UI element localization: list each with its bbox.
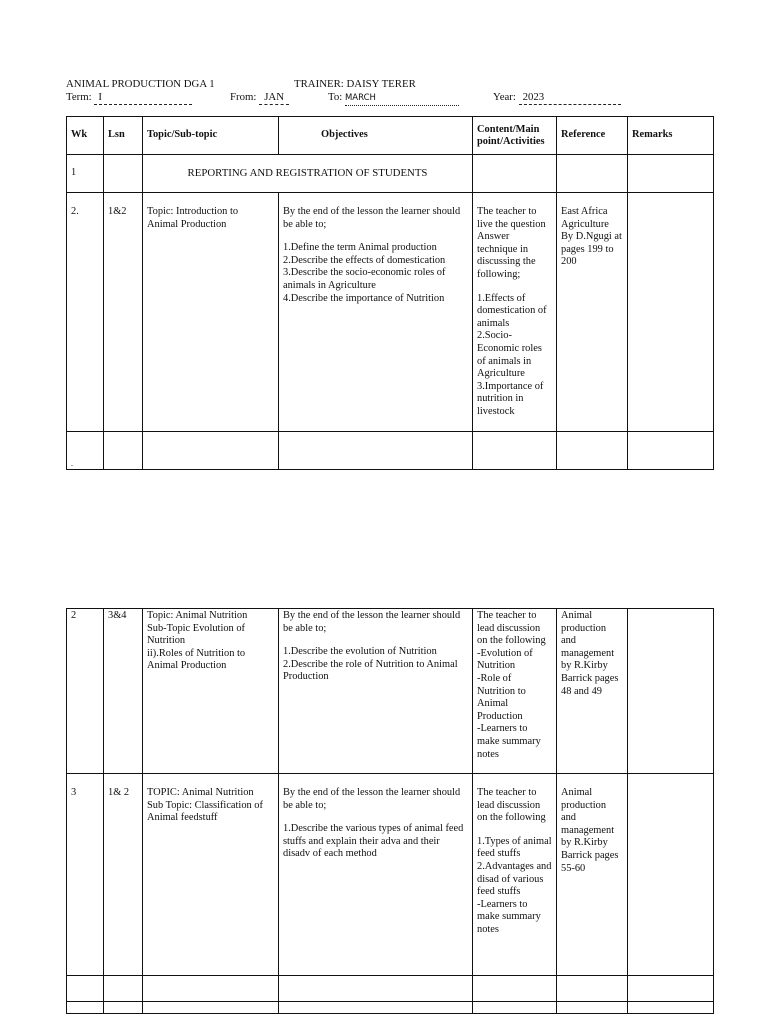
- content-intro: The teacher to live the question Answer technique in discussing the following;: [477, 206, 546, 280]
- objective-item: 1.Describe the evolution of Nutrition: [283, 646, 437, 658]
- term-label: Term:: [66, 91, 92, 103]
- table-row: [67, 609, 714, 774]
- objective-item: 1.Describe the various types of animal feed stuffs and explain their adva and their disadv of each method: [283, 823, 464, 860]
- cell-content: [473, 432, 557, 470]
- objective-item: 3.Describe the socio-economic roles of animals in Agriculture: [283, 267, 446, 291]
- cell-reference: Animal production and management by R.Kirby Barrick pages 55-60: [557, 774, 628, 976]
- scheme-table-2: [66, 608, 714, 1014]
- cell-objectives: [279, 774, 473, 976]
- content-item: 1.Types of animal feed stuffs: [477, 835, 552, 860]
- cell-reference: East Africa Agriculture By D.Ngugi at pages 199 to 200: [557, 193, 628, 432]
- cell-wk: 2.: [67, 193, 104, 432]
- cell-topic: [143, 976, 279, 1002]
- objective-item: 2.Describe the role of Nutrition to Animal Production: [283, 658, 458, 683]
- objectives-intro: By the end of the lesson the learner should be able to;: [283, 787, 461, 811]
- cell-wk: [67, 976, 104, 1002]
- cell-lsn: 1& 2: [104, 774, 143, 976]
- topic-line: Animal Production: [147, 218, 227, 230]
- cell-wk: [67, 1002, 104, 1014]
- cell-remarks: [628, 609, 714, 774]
- content-item: -Role of Nutrition to Animal Production: [477, 672, 526, 722]
- topic-line: ii).Roles of Nutrition to Animal Production: [147, 647, 246, 672]
- cell-reference: Animal production and management by R.Kirby Barrick pages 48 and 49: [557, 609, 628, 774]
- cell-remarks: [628, 155, 714, 193]
- cell-lsn: [104, 432, 143, 470]
- table-row: [67, 193, 714, 432]
- cell-reference: [557, 976, 628, 1002]
- year-value: 2023: [519, 91, 621, 105]
- from-label: From:: [230, 91, 257, 103]
- cell-remarks: [628, 1002, 714, 1014]
- table-row: [67, 432, 714, 470]
- year-label: Year:: [493, 91, 516, 103]
- cell-wk: .: [67, 432, 104, 470]
- objectives-intro: By the end of the lesson the learner should be able to;: [283, 206, 461, 230]
- table-row: [67, 155, 714, 193]
- term-value: I: [94, 91, 192, 105]
- topic-line: Sub-Topic Evolution of Nutrition: [147, 622, 245, 647]
- col-header-wk: Wk: [67, 117, 104, 155]
- cell-reference: [557, 432, 628, 470]
- topic-line: Sub Topic: Classification of Animal feedstuff: [147, 799, 263, 824]
- cell-remarks: [628, 193, 714, 432]
- table-row: [67, 1002, 714, 1014]
- col-header-remarks: Remarks: [628, 117, 714, 155]
- cell-wk: 1: [67, 155, 104, 193]
- cell-remarks: [628, 432, 714, 470]
- cell-reference: [557, 1002, 628, 1014]
- objectives-intro: By the end of the lesson the learner should be able to;: [283, 610, 461, 634]
- cell-remarks: [628, 774, 714, 976]
- content-item: -Evolution of Nutrition: [477, 647, 533, 672]
- content-item: -Learners to make summary notes: [477, 898, 541, 935]
- content-item: 3.Importance of nutrition in livestock: [477, 380, 544, 417]
- cell-topic: [143, 609, 279, 774]
- col-header-objectives: [279, 117, 473, 155]
- topic-line: Topic: Introduction to: [147, 206, 239, 217]
- table-header-row: [67, 117, 714, 155]
- cell-remarks: [628, 976, 714, 1002]
- col-header-content: Content/Main point/Activities: [473, 117, 557, 155]
- trainer-name: TRAINER: DAISY TERER: [294, 78, 416, 90]
- to-value: MARCH: [345, 92, 459, 106]
- year-field: [493, 91, 621, 105]
- cell-topic: [143, 1002, 279, 1014]
- cell-lsn: [104, 1002, 143, 1014]
- term-field: [66, 91, 192, 105]
- col-header-reference: Reference: [557, 117, 628, 155]
- table-row: [67, 774, 714, 976]
- cell-objectives: [279, 1002, 473, 1014]
- to-field: [328, 91, 459, 106]
- cell-objectives: [279, 609, 473, 774]
- cell-lsn: 1&2: [104, 193, 143, 432]
- cell-objectives: [279, 432, 473, 470]
- content-item: -Learners to make summary notes: [477, 723, 541, 760]
- cell-lsn: [104, 155, 143, 193]
- content-item: 1.Effects of domestication of animals: [477, 292, 547, 329]
- cell-reporting: REPORTING AND REGISTRATION OF STUDENTS: [143, 155, 473, 193]
- cell-content: [473, 609, 557, 774]
- cell-objectives: [279, 976, 473, 1002]
- cell-content: [473, 155, 557, 193]
- content-item: 2.Socio-Economic roles of animals in Agriculture: [477, 330, 542, 380]
- cell-content: [473, 193, 557, 432]
- to-label: To:: [328, 91, 343, 103]
- cell-reference: [557, 155, 628, 193]
- course-title: ANIMAL PRODUCTION DGA 1: [66, 78, 215, 90]
- cell-content: [473, 774, 557, 976]
- cell-lsn: [104, 976, 143, 1002]
- cell-content: [473, 1002, 557, 1014]
- content-item: The teacher to lead discussion on the following: [477, 610, 546, 647]
- from-field: [230, 91, 289, 105]
- col-header-lsn: Lsn: [104, 117, 143, 155]
- topic-line: TOPIC: Animal Nutrition: [147, 787, 254, 798]
- col-header-topic: Topic/Sub-topic: [143, 117, 279, 155]
- table-row: [67, 976, 714, 1002]
- content-intro: The teacher to lead discussion on the following: [477, 787, 546, 824]
- objective-item: 4.Describe the importance of Nutrition: [283, 292, 445, 304]
- topic-line: Topic: Animal Nutrition: [147, 610, 248, 621]
- cell-content: [473, 976, 557, 1002]
- objective-item: 1.Define the term Animal production: [283, 242, 437, 254]
- cell-wk: 2: [67, 609, 104, 774]
- content-item: 2.Advantages and disad of various feed stuffs: [477, 860, 552, 898]
- col-header-objectives-label: Objectives: [321, 129, 368, 141]
- cell-topic: [143, 432, 279, 470]
- from-value: JAN: [259, 91, 289, 105]
- objective-item: 2.Describe the effects of domestication: [283, 254, 446, 266]
- cell-topic: [143, 774, 279, 976]
- scheme-table-1: [66, 116, 714, 470]
- cell-objectives: [279, 193, 473, 432]
- cell-wk: 3: [67, 774, 104, 976]
- cell-topic: [143, 193, 279, 432]
- cell-lsn: 3&4: [104, 609, 143, 774]
